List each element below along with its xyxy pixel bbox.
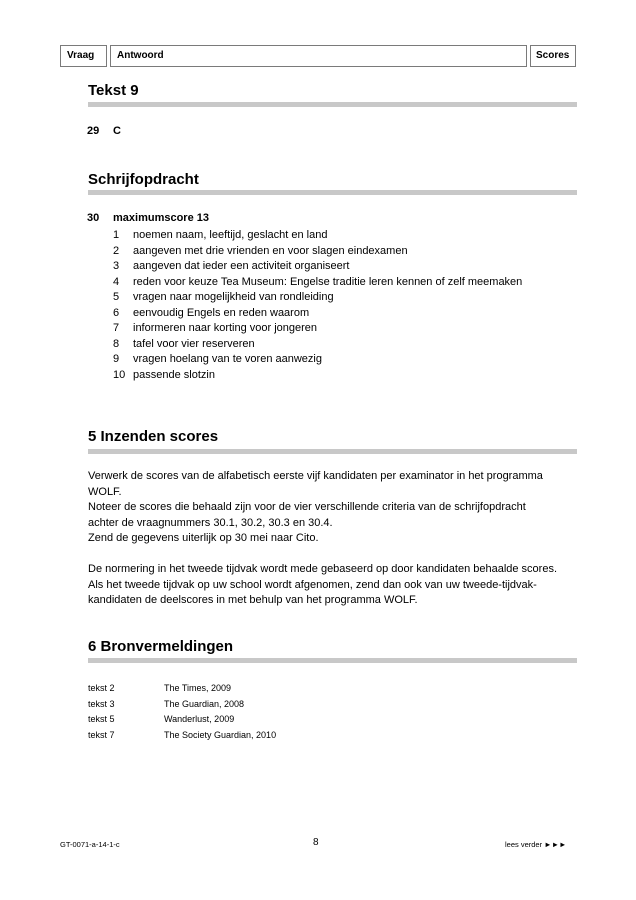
question-number-30: 30: [87, 212, 100, 224]
paragraph: Zend de gegevens uiterlijk op 30 mei naar Cito.: [88, 532, 319, 544]
criterion-number: 9: [113, 353, 120, 365]
criterion-number: 4: [113, 275, 120, 288]
criterion-number: 1: [113, 229, 120, 241]
section-divider: [88, 658, 577, 663]
source-list: [88, 683, 276, 745]
criterion-item: [113, 321, 533, 337]
criterion-text: noemen naam, leeftijd, geslacht en land: [133, 229, 328, 241]
source-key: tekst 7: [88, 729, 115, 740]
criterion-item: [113, 275, 533, 291]
criterion-text: eenvoudig Engels en reden waarom: [133, 306, 310, 319]
criterion-item: [113, 228, 533, 244]
heading-inzenden-scores: 5 Inzenden scores: [88, 428, 219, 445]
source-row: [88, 699, 276, 715]
criterion-number: 8: [113, 337, 120, 350]
criterion-text: aangeven dat ieder een activiteit organiseert: [133, 260, 350, 272]
criterion-number: 3: [113, 260, 120, 272]
heading-schrijfopdracht: Schrijfopdracht: [88, 171, 199, 188]
source-row: [88, 730, 276, 746]
criterion-number: 10: [113, 368, 126, 381]
page-number: 8: [313, 837, 319, 848]
criterion-text: reden voor keuze Tea Museum: Engelse traditie leren kennen of zelf meemaken: [133, 275, 523, 288]
source-value: The Guardian, 2008: [164, 698, 245, 709]
criterion-item: [113, 352, 533, 368]
criteria-list: [113, 228, 533, 383]
source-value: The Society Guardian, 2010: [164, 729, 277, 740]
paragraph: De normering in het tweede tijdvak wordt mede gebaseerd op door kandidaten behaalde scores. Als het tweede tijdvak op uw school wordt afgenomen, zend dan ook van uw tweede-tijdvak-kandidaten de deelscores in met behulp van het programma WOLF.: [88, 563, 558, 607]
criterion-number: 7: [113, 322, 120, 334]
source-row: [88, 683, 276, 699]
criterion-number: 6: [113, 306, 120, 319]
criterion-item: [113, 259, 533, 275]
header-vraag: Vraag: [60, 45, 107, 67]
paragraph: Verwerk de scores van de alfabetisch eerste vijf kandidaten per examinator in het programma WOLF.: [88, 470, 543, 498]
criterion-text: vragen naar mogelijkheid van rondleiding: [133, 291, 334, 303]
criterion-item: [113, 337, 533, 353]
criterion-text: aangeven met drie vrienden en voor slagen eindexamen: [133, 244, 408, 257]
section-divider: [88, 190, 577, 195]
criterion-number: 5: [113, 291, 120, 303]
source-key: tekst 2: [88, 683, 115, 693]
criterion-item: [113, 290, 533, 306]
criterion-text: informeren naar korting voor jongeren: [133, 322, 318, 334]
header-scores: Scores: [530, 45, 576, 67]
criterion-item: [113, 306, 533, 322]
criterion-text: passende slotzin: [133, 368, 215, 381]
paragraph: Noteer de scores die behaald zijn voor de vier verschillende criteria van de schrijfopdracht achter de vraagnummers 30.1, 30.2, 30.3 en 30.4.: [88, 501, 526, 529]
criterion-text: tafel voor vier reserveren: [133, 337, 255, 350]
header-antwoord: Antwoord: [110, 45, 527, 67]
maximumscore: maximumscore 13: [113, 212, 209, 224]
document-code: GT-0071-a-14-1-c: [60, 840, 120, 849]
section-divider: [88, 102, 577, 107]
criterion-item: [113, 368, 533, 384]
criterion-item: [113, 244, 533, 260]
heading-bronvermeldingen: 6 Bronvermeldingen: [88, 638, 234, 655]
answer-29: C: [113, 125, 121, 137]
source-row: [88, 714, 276, 730]
criterion-number: 2: [113, 244, 120, 257]
source-key: tekst 5: [88, 714, 115, 724]
heading-tekst-9: Tekst 9: [88, 82, 139, 99]
source-value: Wanderlust, 2009: [164, 714, 235, 724]
lees-verder: lees verder ►►►: [505, 840, 567, 849]
source-key: tekst 3: [88, 698, 115, 709]
source-value: The Times, 2009: [164, 683, 232, 693]
question-number-29: 29: [87, 125, 100, 137]
section-divider: [88, 449, 577, 454]
criterion-text: vragen hoelang van te voren aanwezig: [133, 353, 322, 365]
